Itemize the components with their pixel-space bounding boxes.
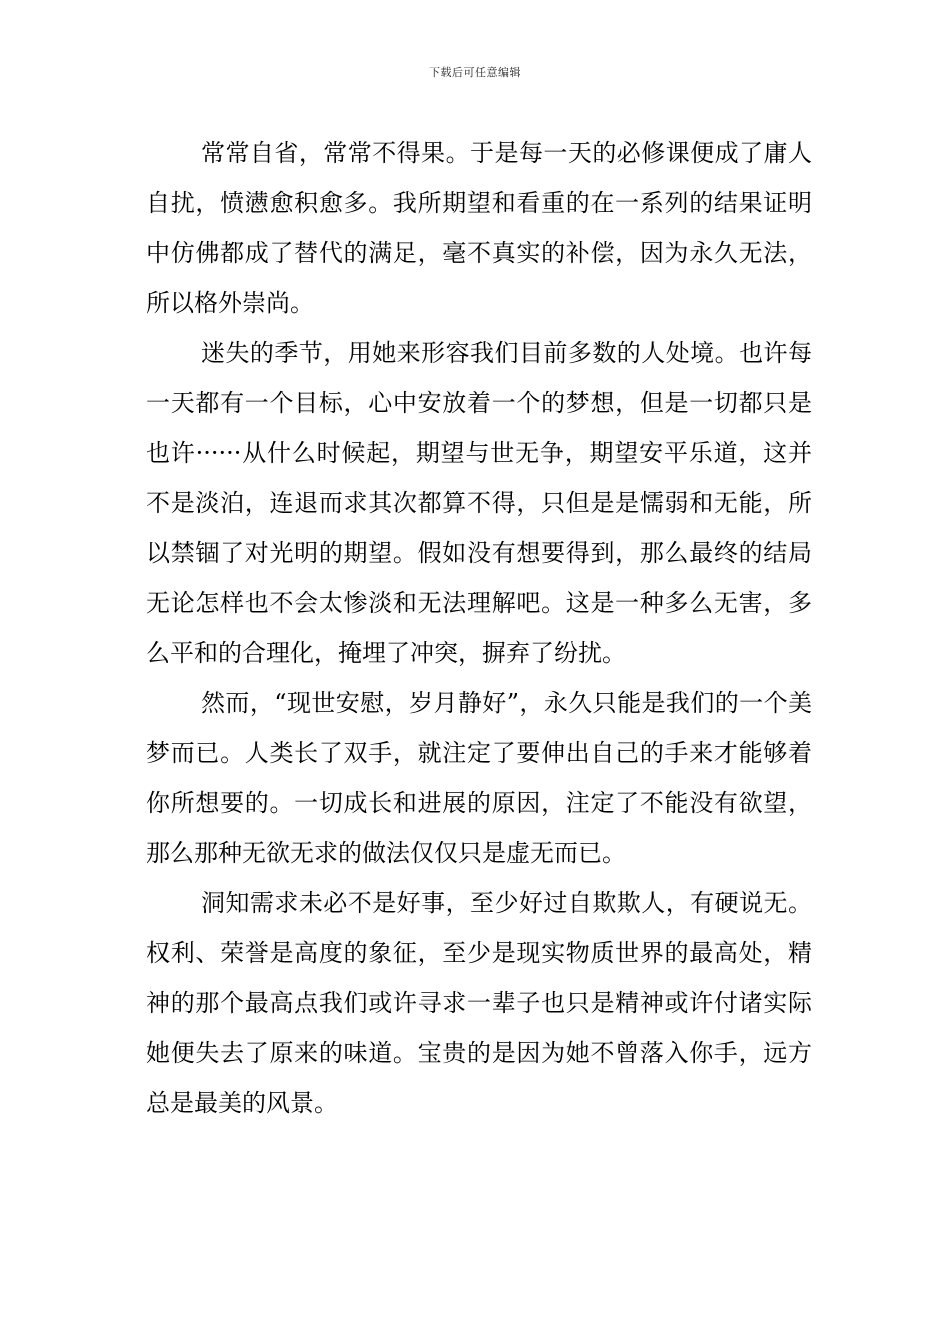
paragraph-2: 迷失的季节，用她来形容我们目前多数的人处境。也许每一天都有一个目标，心中安放着一个的梦想，但是一切都只是也许······从什么时候起，期望与世无争，期望安平乐道，这并不是淡泊，连退而求其次都算不得，只但是是懦弱和无能，所以禁锢了对光明的期望。假如没有想要得到，那么最终的结局无论怎样也不会太惨淡和无法理解吧。这是一种多么无害，多么平和的合理化，掩埋了冲突，摒弃了纷扰。 — [146, 339, 812, 667]
paragraph-1: 常常自省，常常不得果。于是每一天的必修课便成了庸人自扰，愤懑愈积愈多。我所期望和看重的在一系列的结果证明中仿佛都成了替代的满足，毫不真实的补偿，因为永久无法，所以格外崇尚。 — [146, 139, 812, 317]
paragraph-4: 洞知需求未必不是好事，至少好过自欺欺人，有硬说无。权利、荣誉是高度的象征，至少是现实物质世界的最高处，精神的那个最高点我们或许寻求一辈子也只是精神或许付诸实际她便失去了原来的味道。宝贵的是因为她不曾落入你手，远方总是最美的风景。 — [146, 889, 812, 1117]
page-bottom-margin — [0, 1304, 950, 1344]
page-header: 下载后可任意编辑 — [429, 66, 521, 79]
paragraph-3: 然而，“现世安慰，岁月静好”，永久只能是我们的一个美梦而已。人类长了双手，就注定了要伸出自己的手来才能够着你所想要的。一切成长和进展的原因，注定了不能没有欲望，那么那种无欲无求的做法仅仅只是虚无而已。 — [146, 689, 812, 867]
document-body — [146, 128, 812, 1128]
